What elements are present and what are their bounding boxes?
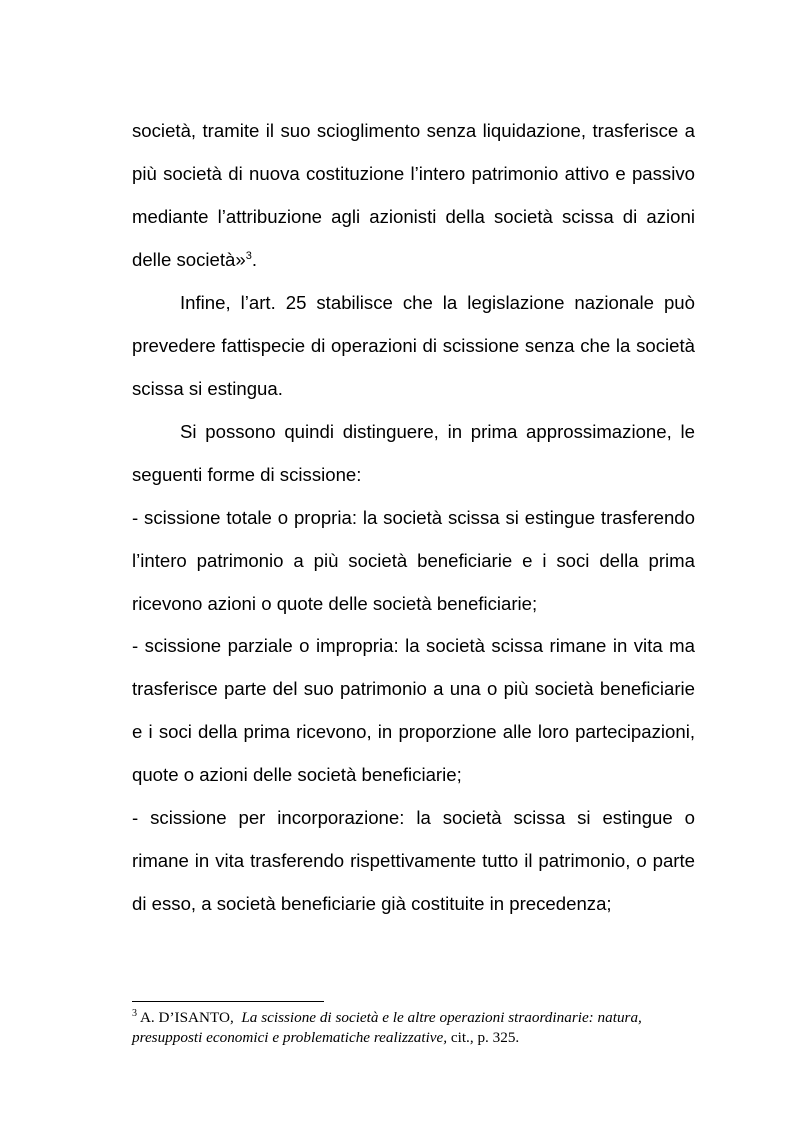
footnote-title: La scissione di società e le altre operazioni straordinarie: natura,: [241, 1009, 642, 1026]
body-line: scissa si estingua.: [132, 378, 283, 399]
footnote-citation: cit., p. 325.: [450, 1029, 520, 1046]
list-item-line: l’intero patrimonio a più società beneficiarie e i soci della prima: [132, 550, 695, 571]
body-line: prevedere fattispecie di operazioni di scissione senza che la società: [132, 335, 695, 356]
sentence-end: .: [251, 249, 258, 270]
footnote-reference: 3: [245, 249, 252, 262]
body-line: seguenti forme di scissione:: [132, 464, 362, 485]
footnote-line: [132, 1008, 695, 1028]
footnote-number: 3: [132, 1007, 137, 1019]
body-line: più società di nuova costituzione l’intero patrimonio attivo e passivo: [132, 163, 695, 184]
footnote-title-continued: presupposti economici e problematiche realizzative,: [132, 1029, 448, 1046]
body-line: Si possono quindi distinguere, in prima approssimazione, le: [180, 421, 695, 442]
list-item-line: ricevono azioni o quote delle società beneficiarie;: [132, 593, 538, 614]
body-line: mediante l’attribuzione agli azionisti della società scissa di azioni: [132, 206, 695, 227]
body-line: [132, 248, 695, 272]
list-item-line: quote o azioni delle società beneficiarie;: [132, 764, 462, 785]
list-item-line: trasferisce parte del suo patrimonio a una o più società beneficiarie: [132, 678, 695, 699]
list-item-line: di esso, a società beneficiarie già costituite in precedenza;: [132, 893, 612, 914]
body-line: società, tramite il suo scioglimento senza liquidazione, trasferisce a: [132, 120, 695, 141]
list-item-line: - scissione totale o propria: la società scissa si estingue trasferendo: [132, 507, 695, 528]
body-line: Infine, l’art. 25 stabilisce che la legislazione nazionale può: [180, 292, 695, 313]
list-item-line: rimane in vita trasferendo rispettivamente tutto il patrimonio, o parte: [132, 850, 695, 871]
body-line-text: delle società»: [132, 249, 246, 270]
footnote-author: A. D’ISANTO,: [139, 1009, 234, 1026]
footnote-line: [132, 1028, 695, 1048]
footnote-separator: [132, 1001, 324, 1002]
list-item-line: - scissione per incorporazione: la società scissa si estingue o: [132, 807, 695, 828]
list-item-line: - scissione parziale o impropria: la società scissa rimane in vita ma: [132, 635, 695, 656]
list-item-line: e i soci della prima ricevono, in proporzione alle loro partecipazioni,: [132, 721, 695, 742]
